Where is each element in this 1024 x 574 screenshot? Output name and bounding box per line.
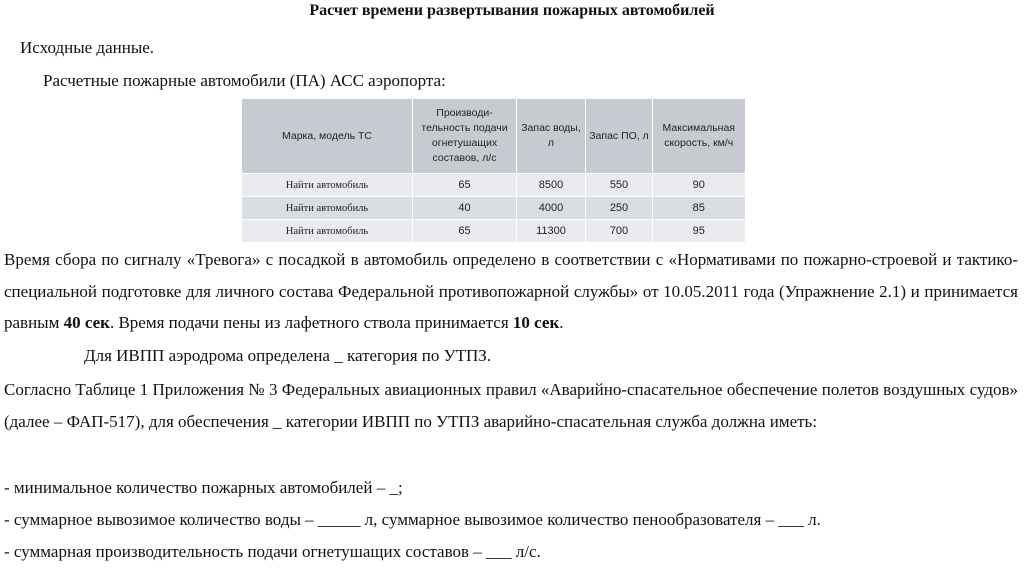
cell-throughput: 40	[413, 197, 517, 220]
table-header-row	[242, 99, 745, 174]
assembly-time-paragraph	[4, 244, 1018, 339]
assembly-time-value: 40 сек	[63, 313, 110, 332]
vehicles-heading: Расчетные пожарные автомобили (ПА) АСС аэропорта:	[43, 71, 446, 90]
category-line: Для ИВПП аэродрома определена _ категория по УТПЗ.	[84, 346, 492, 365]
header-speed: Максимальная скорость, км/ч	[653, 99, 745, 174]
para1-text-middle: . Время подачи пены из лафетного ствола принимается	[109, 313, 513, 332]
header-water: Запас воды, л	[517, 99, 586, 174]
cell-water: 4000	[517, 197, 586, 220]
cell-speed: 90	[653, 174, 745, 197]
table-row	[242, 174, 745, 197]
cell-model: Найти автомобиль	[242, 197, 413, 220]
header-throughput: Производи-тельность подачи огнетушащих составов, л/с	[413, 99, 517, 174]
initial-data-heading: Исходные данные.	[20, 38, 155, 57]
vehicles-table	[241, 99, 745, 243]
requirements-paragraph: Согласно Таблице 1 Приложения № 3 Федеральных авиационных правил «Аварийно-спасательное обеспечение полетов воздушных судов» (далее – ФАП-517), для обеспечения _ категории ИВПП по УТПЗ аварийно-спасательная служба должна иметь:	[4, 380, 1018, 431]
cell-model: Найти автомобиль	[242, 174, 413, 197]
cell-foam: 250	[586, 197, 653, 220]
table-row	[242, 197, 745, 220]
cell-water: 11300	[517, 220, 586, 243]
cell-water: 8500	[517, 174, 586, 197]
para1-text: Время сбора по сигналу «Тревога» с посадкой в автомобиль определено в соответствии с «Нормативами по пожарно-строевой и тактико-специальной подготовке для личного состава Федеральной противопожарной службы» от 10.05.2011 года (Упражнение 2.1) и принимается равным	[4, 250, 1018, 332]
requirement-item: - суммарная производительность подачи огнетушащих составов – ___ л/с.	[4, 542, 541, 561]
header-model: Марка, модель ТС	[242, 99, 413, 174]
cell-throughput: 65	[413, 220, 517, 243]
cell-foam: 550	[586, 174, 653, 197]
header-foam: Запас ПО, л	[586, 99, 653, 174]
requirement-item: - минимальное количество пожарных автомобилей – _;	[4, 478, 403, 497]
cell-speed: 85	[653, 197, 745, 220]
requirement-item: - суммарное вывозимое количество воды – _____ л, суммарное вывозимое количество пенообразователя – ___ л.	[4, 510, 821, 529]
cell-model: Найти автомобиль	[242, 220, 413, 243]
page-title: Расчет времени развертывания пожарных автомобилей	[309, 2, 715, 19]
cell-foam: 700	[586, 220, 653, 243]
cell-speed: 95	[653, 220, 745, 243]
cell-throughput: 65	[413, 174, 517, 197]
foam-time-value: 10 сек	[512, 313, 560, 332]
para1-text-end: .	[559, 313, 564, 332]
table-row	[242, 220, 745, 243]
